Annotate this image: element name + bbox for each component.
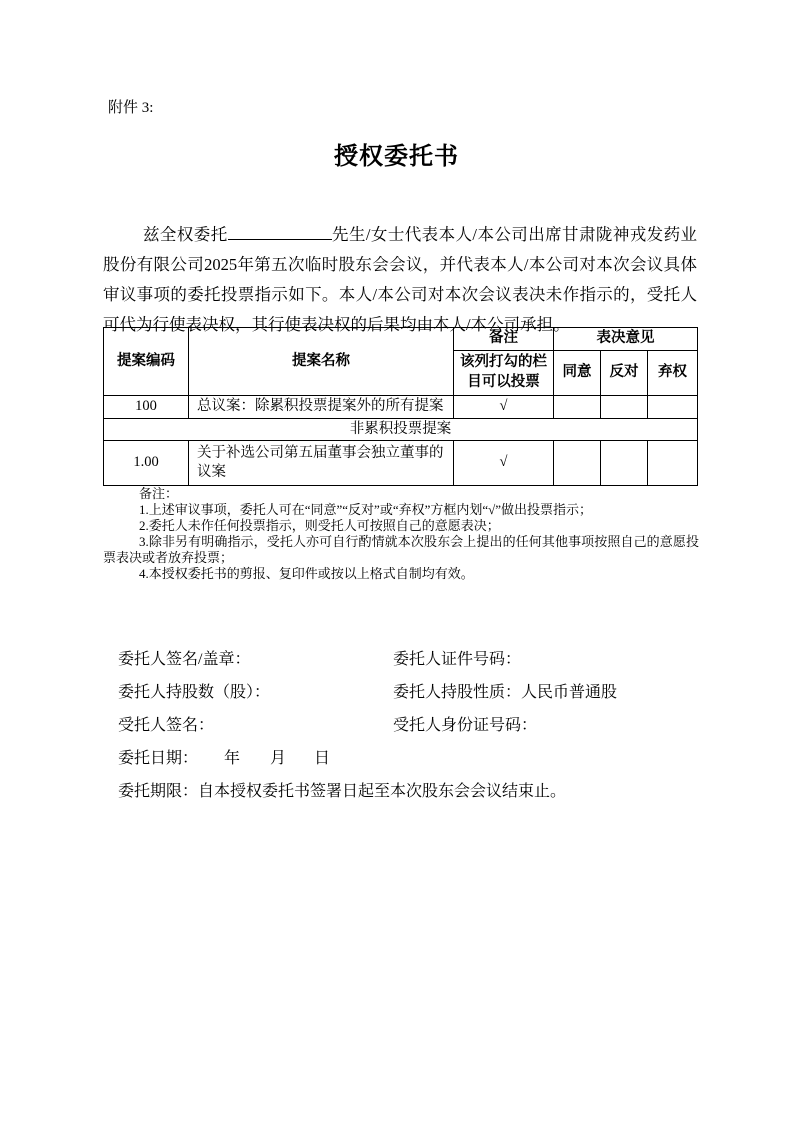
proposal-code-cell: 100 bbox=[104, 395, 189, 418]
proxy-name-blank bbox=[228, 224, 332, 240]
signature-section bbox=[118, 640, 698, 805]
grantor-shares-label: 委托人持股数（股）： bbox=[118, 684, 271, 701]
trustee-id-label: 受托人身份证号码： bbox=[393, 717, 538, 734]
vote-cell-agree bbox=[554, 395, 601, 418]
vote-cell-abstain bbox=[648, 395, 698, 418]
intro-lead: 兹全权委托 bbox=[143, 224, 228, 244]
date-row bbox=[118, 739, 698, 772]
attachment-label: 附件 3: bbox=[108, 100, 154, 116]
note-item-4: 4.本授权委托书的剪报、复印件或按以上格式自制均有效。 bbox=[139, 566, 474, 581]
table-divider-row bbox=[104, 418, 698, 441]
term-row bbox=[118, 772, 698, 805]
remark-check-cell: √ bbox=[454, 395, 554, 418]
divider-label: 非累积投票提案 bbox=[104, 418, 698, 441]
date-label: 委托日期： bbox=[118, 750, 199, 767]
table-row-proposal-1 bbox=[104, 441, 698, 486]
date-month-label: 月 bbox=[270, 750, 287, 767]
note-item-2: 2.委托人未作任何投票指示，则受托人可按照自己的意愿表决； bbox=[139, 518, 500, 533]
grantor-signature-label: 委托人签名/盖章： bbox=[118, 651, 251, 668]
notes-label: 备注： bbox=[139, 486, 179, 501]
note-item-3: 3.除非另有明确指示，受托人亦可自行酌情就本次股东会上提出的任何其他事项按照自己的意愿投票表决或者放弃投票； bbox=[103, 534, 699, 565]
grantor-id-label: 委托人证件号码： bbox=[393, 651, 522, 668]
trustee-signature-label: 受托人签名： bbox=[118, 717, 215, 734]
voting-table bbox=[103, 327, 698, 486]
date-day-label: 日 bbox=[314, 750, 331, 767]
term-line: 委托期限：自本授权委托书签署日起至本次股东会会议结束止。 bbox=[118, 783, 567, 800]
note-item-1: 1.上述审议事项，委托人可在“同意”“反对”或“弃权”方框内划“√”做出投票指示； bbox=[139, 502, 593, 517]
header-oppose: 反对 bbox=[601, 350, 648, 395]
vote-cell-oppose bbox=[601, 441, 648, 486]
table-row-general bbox=[104, 395, 698, 418]
document-title: 授权委托书 bbox=[334, 144, 459, 170]
proposal-name-cell: 关于补选公司第五届董事会独立董事的议案 bbox=[189, 441, 454, 486]
header-proposal-code: 提案编码 bbox=[104, 328, 189, 396]
vote-cell-oppose bbox=[601, 395, 648, 418]
header-abstain: 弃权 bbox=[648, 350, 698, 395]
header-remark-note: 该列打勾的栏目可以投票 bbox=[454, 350, 554, 395]
vote-cell-agree bbox=[554, 441, 601, 486]
header-vote-opinion: 表决意见 bbox=[554, 328, 698, 351]
signature-row-3 bbox=[118, 706, 698, 739]
signature-row-2 bbox=[118, 673, 698, 706]
date-line bbox=[118, 745, 698, 768]
intro-body: 先生/女士代表本人/本公司出席甘肃陇神戎发药业股份有限公司2025年第五次临时股东会会议，并代表本人/本公司对本次会议具体审议事项的委托投票指示如下。本人/本公司对本次会议表决未作指示的，受托人可代为行使表决权，其行使表决权的后果均由本人/本公司承担。 bbox=[103, 224, 698, 334]
vote-cell-abstain bbox=[648, 441, 698, 486]
header-agree: 同意 bbox=[554, 350, 601, 395]
proposal-code-cell: 1.00 bbox=[104, 441, 189, 486]
header-remark: 备注 bbox=[454, 328, 554, 351]
grantor-share-type-label: 委托人持股性质：人民币普通股 bbox=[393, 684, 618, 701]
remark-check-cell: √ bbox=[454, 441, 554, 486]
table-header-row-1 bbox=[104, 328, 698, 351]
date-year-label: 年 bbox=[224, 750, 241, 767]
intro-paragraph bbox=[103, 220, 697, 340]
header-proposal-name: 提案名称 bbox=[189, 328, 454, 396]
notes-section bbox=[103, 486, 699, 582]
proposal-name-cell: 总议案：除累积投票提案外的所有提案 bbox=[189, 395, 454, 418]
signature-row-1 bbox=[118, 640, 698, 673]
